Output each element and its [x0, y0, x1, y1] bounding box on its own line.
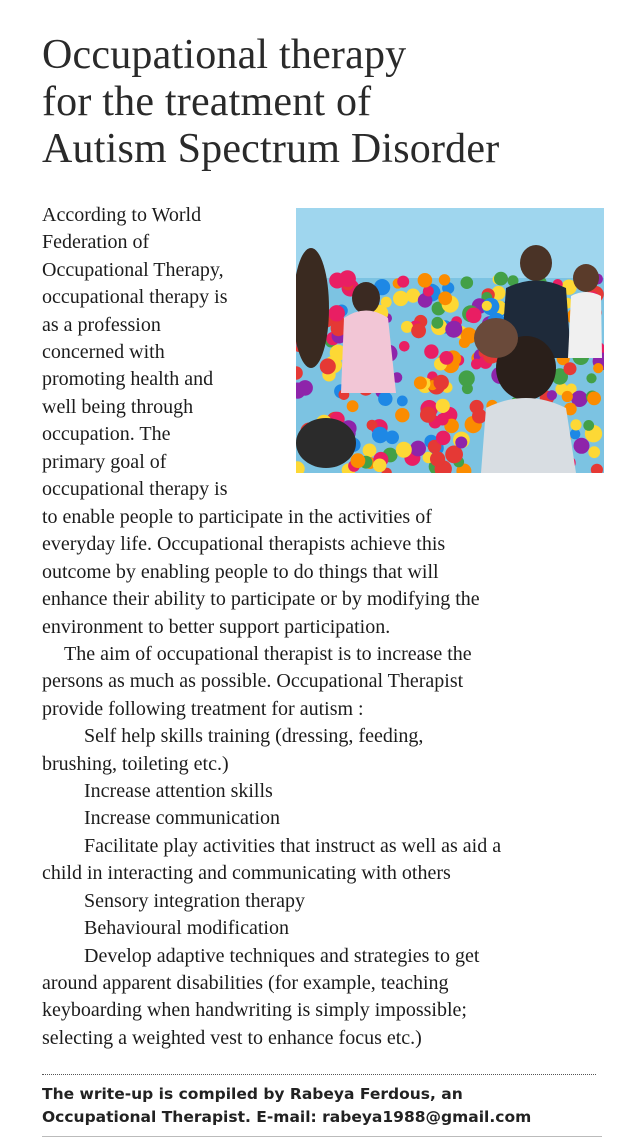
title-line: Occupational therapy: [42, 32, 407, 78]
treatment-item: Facilitate play activities that instruct as well as aid a: [84, 834, 502, 857]
treatment-item: Behavioural modification: [84, 917, 289, 940]
text-line: occupational therapy is: [42, 286, 228, 309]
intro-paragraph: [42, 202, 287, 503]
title-line: Autism Spectrum Disorder: [42, 126, 500, 172]
ball-pit-photo: [296, 208, 604, 473]
credit-line: The write-up is compiled by Rabeya Ferdous, an: [42, 1085, 463, 1103]
ball-pit-illustration: [296, 208, 604, 473]
dotted-divider: [42, 1074, 596, 1075]
text-line: enhance their ability to participate or by modifying the: [42, 588, 480, 611]
text-line: According to World: [42, 204, 202, 226]
text-line: outcome by enabling people to do things that will: [42, 560, 439, 583]
text-line: well being through: [42, 395, 194, 418]
text-line: brushing, toileting etc.): [42, 752, 229, 775]
text-line: Occupational Therapy,: [42, 258, 224, 281]
author-credit: [42, 1083, 612, 1129]
body-text: [42, 504, 610, 1052]
title-line: for the treatment of: [42, 79, 372, 125]
treatment-item: Develop adaptive techniques and strategies to get: [84, 944, 480, 967]
text-line: Federation of: [42, 231, 150, 254]
treatment-item: Self help skills training (dressing, feeding,: [84, 725, 424, 748]
text-line: keyboarding when handwriting is simply impossible;: [42, 999, 467, 1022]
credit-line: Occupational Therapist. E-mail: rabeya1988@gmail.com: [42, 1108, 532, 1126]
text-line: around apparent disabilities (for example, teaching: [42, 971, 449, 994]
text-line: as a profession: [42, 313, 161, 336]
text-line: selecting a weighted vest to enhance focus etc.): [42, 1026, 422, 1049]
text-line: primary goal of: [42, 450, 167, 473]
text-line: everyday life. Occupational therapists achieve this: [42, 533, 446, 556]
treatment-item: Sensory integration therapy: [84, 889, 306, 912]
text-line: to enable people to participate in the activities of: [42, 506, 432, 528]
paragraph-start-line: The aim of occupational therapist is to increase the: [64, 643, 472, 666]
treatment-item: Increase communication: [84, 807, 281, 830]
text-line: occupational therapy is: [42, 478, 228, 501]
text-line: promoting health and: [42, 368, 214, 391]
text-line: child in interacting and communicating with others: [42, 862, 451, 885]
text-line: provide following treatment for autism :: [42, 697, 364, 720]
treatment-item: Increase attention skills: [84, 780, 273, 803]
text-line: concerned with: [42, 341, 165, 364]
text-line: persons as much as possible. Occupational Therapist: [42, 670, 464, 693]
article-title: [42, 32, 612, 173]
text-line: occupation. The: [42, 423, 171, 446]
text-line: environment to better support participation.: [42, 615, 391, 638]
bottom-rule: [42, 1136, 602, 1137]
